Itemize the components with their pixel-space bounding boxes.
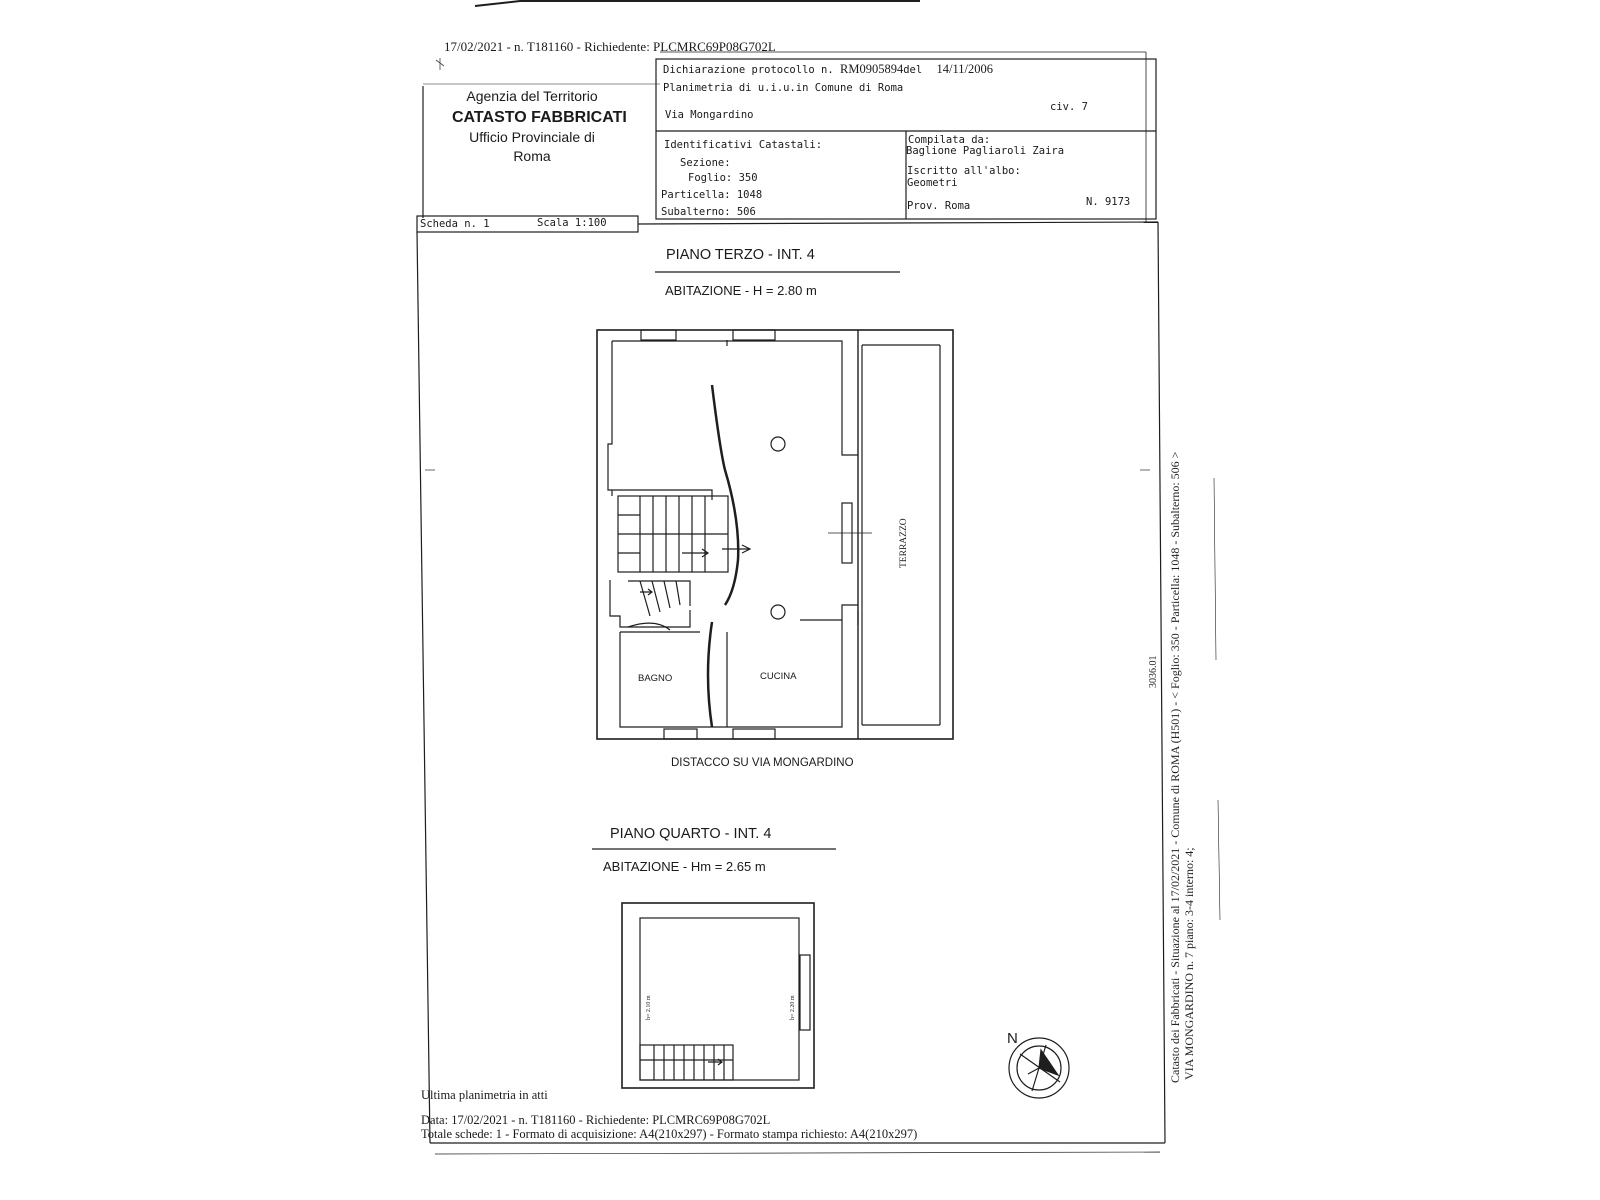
- compiled-label: Compilata da:: [908, 134, 991, 146]
- floor4-subtitle: ABITAZIONE - Hm = 2.65 m: [603, 859, 766, 874]
- particella: Particella: 1048: [661, 189, 763, 201]
- street-line: Via Mongardino: [665, 109, 754, 121]
- side-stamp: 3036.01: [1148, 655, 1159, 688]
- ufficio-provinciale: Ufficio Provinciale di: [469, 128, 595, 145]
- floor3-title: PIANO TERZO - INT. 4: [666, 247, 815, 263]
- subalterno: Subalterno: 506: [661, 206, 756, 218]
- province: Prov. Roma: [907, 200, 971, 212]
- civic-number: civ. 7: [1050, 101, 1088, 113]
- protocol-label: Dichiarazione protocollo n.: [663, 64, 834, 76]
- terrazzo-label: TERRAZZO: [899, 518, 909, 568]
- albo-label: Iscritto all'albo:: [907, 165, 1021, 177]
- floor4-title: PIANO QUARTO - INT. 4: [610, 826, 772, 842]
- agency-header: [452, 88, 627, 166]
- date-label: del: [903, 64, 923, 76]
- foglio: Foglio: 350: [688, 172, 758, 184]
- floor3-subtitle: ABITAZIONE - H = 2.80 m: [665, 283, 817, 298]
- declaration-protocol: [663, 62, 993, 77]
- footer-totale-line: Totale schede: 1 - Formato di acquisizione: A4(210x297) - Formato stampa richiesto: A4(210x297): [421, 1127, 918, 1141]
- identifiers-title: Identificativi Catastali:: [664, 139, 823, 151]
- height-right: h= 2.20 m: [790, 995, 796, 1020]
- room-bagno: BAGNO: [638, 673, 673, 684]
- catasto-fabbricati: CATASTO FABBRICATI: [452, 108, 627, 126]
- registration-number: N. 9173: [1086, 196, 1131, 208]
- side-situation-line: Catasto dei Fabbricati - Situazione al 17/02/2021 - Comune di ROMA (H501) - < Foglio: 350 - Particella: 1048 - Subalterno: 506 >: [1168, 451, 1182, 1083]
- scheda-number: Scheda n. 1: [420, 218, 490, 230]
- profession: Geometri: [907, 177, 958, 189]
- planimetry-line: Planimetria di u.i.u.in Comune di Roma: [663, 82, 904, 94]
- room-cucina: CUCINA: [760, 671, 797, 682]
- compass-north-icon: N: [1007, 1030, 1018, 1047]
- agency-name: Agenzia del Territorio: [466, 88, 598, 104]
- footer-data-line: Data: 17/02/2021 - n. T181160 - Richiedente: PLCMRC69P08G702L: [421, 1113, 771, 1127]
- declaration-date: 14/11/2006: [936, 62, 993, 76]
- side-address-line: VIA MONGARDINO n. 7 piano: 3-4 interno: 4;: [1182, 847, 1196, 1080]
- scale: Scala 1:100: [537, 217, 607, 229]
- sezione: Sezione:: [680, 157, 731, 169]
- last-planimetry: Ultima planimetria in atti: [421, 1088, 548, 1102]
- distacco-label: DISTACCO SU VIA MONGARDINO: [671, 757, 854, 769]
- height-left: h= 2.10 m: [646, 995, 652, 1020]
- compiler-name: Baglione Pagliaroli Zaira: [906, 145, 1065, 157]
- top-request-line: 17/02/2021 - n. T181160 - Richiedente: PLCMRC69P08G702L: [444, 39, 776, 54]
- protocol-number: RM0905894: [840, 62, 904, 76]
- city-name: Roma: [513, 148, 551, 164]
